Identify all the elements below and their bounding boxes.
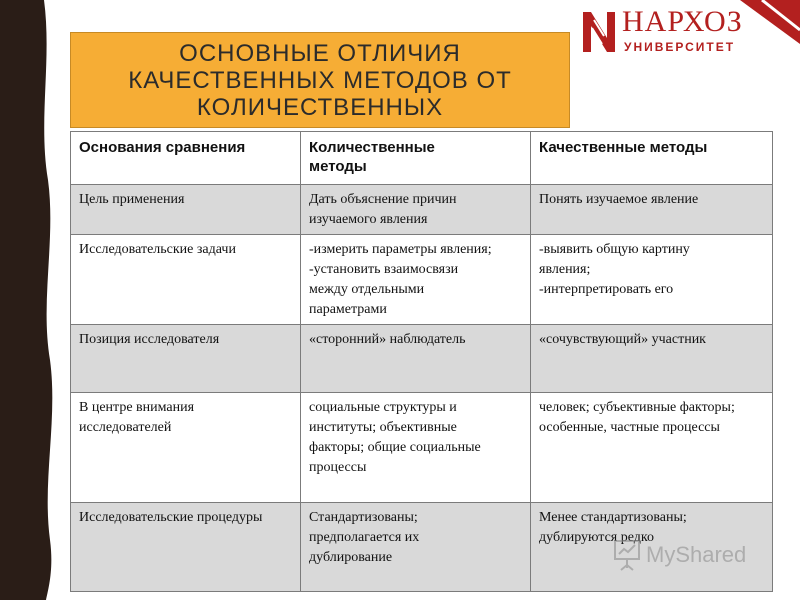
table-cell: -измерить параметры явления; -установить взаимосвязи между отдельными параметрами bbox=[301, 235, 531, 325]
table-row bbox=[71, 235, 773, 325]
table-cell: Дать объяснение причин изучаемого явления bbox=[301, 185, 531, 235]
table-row bbox=[71, 393, 773, 503]
decorative-left-bar bbox=[0, 0, 40, 600]
narkhoz-logo bbox=[580, 5, 743, 60]
header-qualitative: Качественные методы bbox=[531, 132, 773, 185]
table-header-row bbox=[71, 132, 773, 185]
myshared-watermark bbox=[612, 538, 772, 574]
table-cell: «сторонний» наблюдатель bbox=[301, 325, 531, 393]
table-cell: Цель применения bbox=[71, 185, 301, 235]
table-cell: В центре внимания исследователей bbox=[71, 393, 301, 503]
table-cell: Исследовательские задачи bbox=[71, 235, 301, 325]
logo-emblem-icon bbox=[580, 8, 618, 56]
table-row bbox=[71, 185, 773, 235]
table-cell: Позиция исследователя bbox=[71, 325, 301, 393]
table-cell: Стандартизованы; предполагается их дублирование bbox=[301, 503, 531, 592]
table-cell: Исследовательские процедуры bbox=[71, 503, 301, 592]
decorative-wave bbox=[36, 0, 58, 600]
table-cell: социальные структуры и институты; объективные факторы; общие социальные процессы bbox=[301, 393, 531, 503]
slide-title-box bbox=[70, 32, 570, 128]
slide-title: ОСНОВНЫЕ ОТЛИЧИЯ КАЧЕСТВЕННЫХ МЕТОДОВ ОТ КОЛИЧЕСТВЕННЫХ bbox=[128, 39, 512, 121]
header-basis: Основания сравнения bbox=[71, 132, 301, 185]
watermark-text: MyShared bbox=[646, 542, 747, 567]
logo-name: НАРХОЗ bbox=[622, 5, 743, 38]
comparison-table bbox=[70, 131, 773, 592]
logo-subtitle: УНИВЕРСИТЕТ bbox=[624, 40, 736, 54]
red-corner-decoration bbox=[740, 0, 800, 44]
table-row bbox=[71, 325, 773, 393]
header-quantitative: Количественные методы bbox=[301, 132, 531, 185]
presentation-icon bbox=[612, 538, 642, 572]
table-cell: «сочувствующий» участник bbox=[531, 325, 773, 393]
table-cell: Понять изучаемое явление bbox=[531, 185, 773, 235]
table-cell: -выявить общую картину явления; -интерпретировать его bbox=[531, 235, 773, 325]
table-cell: человек; субъективные факторы; особенные, частные процессы bbox=[531, 393, 773, 503]
table-cell: Менее стандартизованы; дублируются редко bbox=[531, 503, 773, 592]
